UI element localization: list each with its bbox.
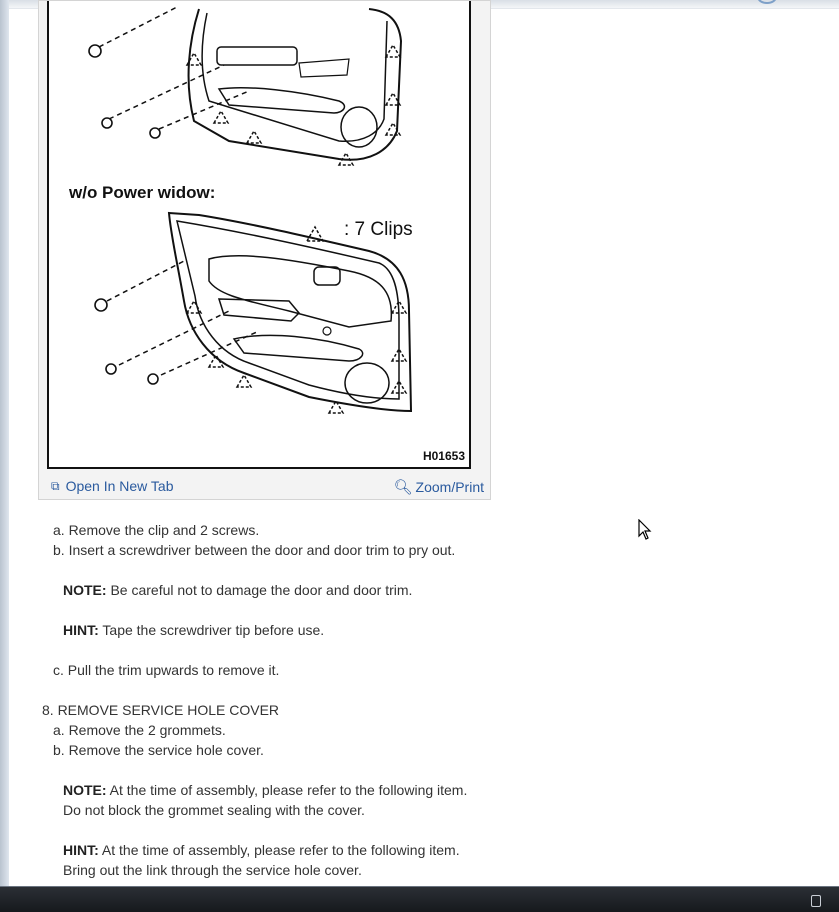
toolbar-circle-icon[interactable] [757, 0, 777, 4]
hint-text: Tape the screwdriver tip before use. [98, 622, 325, 638]
note-text: Be careful not to damage the door and door trim. [106, 582, 413, 598]
section-heading: 8. REMOVE SERVICE HOLE COVER [42, 702, 280, 718]
note-line [42, 780, 802, 800]
step-item: b. Remove the service hole cover. [53, 742, 264, 758]
hint-text: At the time of assembly, please refer to the following item. [98, 842, 460, 858]
taskbar [0, 886, 839, 912]
figure-code: H01653 [422, 449, 465, 463]
step-item: a. Remove the 2 grommets. [53, 722, 226, 738]
hint-label: HINT: [63, 842, 99, 858]
hint-line-2: Bring out the link through the service hole cover. [63, 862, 362, 878]
figure-container [38, 0, 491, 500]
figure-caption: w/o Power widow: [69, 183, 216, 202]
step-item: c. Pull the trim upwards to remove it. [53, 662, 280, 678]
note-label: NOTE: [63, 582, 107, 598]
clips-legend: : 7 Clips [344, 219, 413, 240]
step-item: b. Insert a screwdriver between the door and door trim to pry out. [53, 542, 456, 558]
window-left-edge [0, 0, 9, 886]
tray-icon[interactable] [811, 895, 821, 907]
mouse-cursor-icon [638, 519, 652, 541]
open-new-tab-link[interactable] [51, 478, 174, 494]
magnifier-icon: 🔍︎ [393, 479, 413, 496]
figure-toolbar [39, 473, 490, 499]
note-line-2: Do not block the grommet sealing with the cover. [63, 802, 365, 818]
hint-label: HINT: [63, 622, 99, 638]
note-text: At the time of assembly, please refer to the following item. [106, 782, 468, 798]
step-item: a. Remove the clip and 2 screws. [53, 522, 260, 538]
zoom-print-label: Zoom/Print [415, 479, 484, 495]
note-line [42, 580, 802, 600]
door-trim-diagram [47, 1, 471, 469]
procedure-text [42, 520, 802, 880]
note-label: NOTE: [63, 782, 107, 798]
hint-line [42, 840, 802, 860]
zoom-print-link[interactable] [393, 478, 484, 496]
hint-line [42, 620, 802, 640]
new-tab-icon: ⧉ [51, 478, 60, 493]
open-new-tab-label: Open In New Tab [65, 478, 174, 494]
